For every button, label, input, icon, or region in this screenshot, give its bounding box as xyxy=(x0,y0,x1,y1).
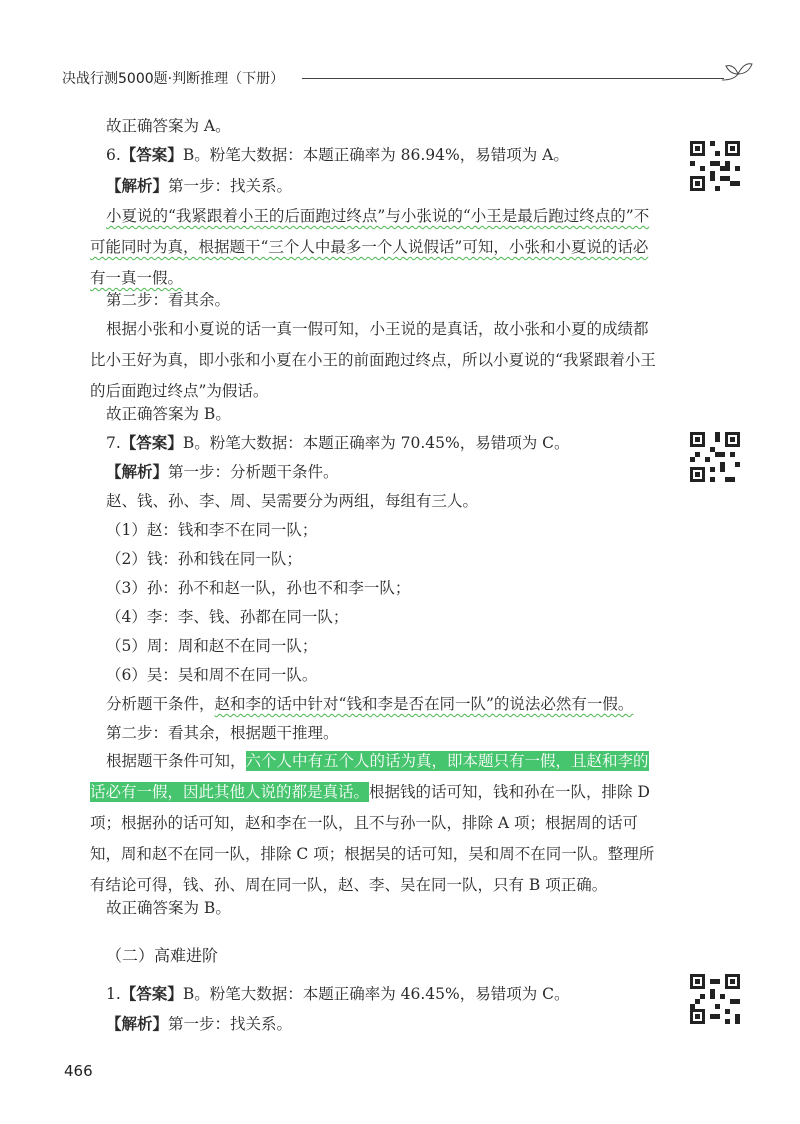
q7-step2: 第二步：看其余，根据题干推理。 xyxy=(106,724,339,742)
q7-analysis-lead: 分析题干条件， xyxy=(106,695,215,713)
qr-code-icon xyxy=(690,432,740,482)
q7-explanation-label: 【解析】 xyxy=(106,462,169,481)
q6-answer-text: B。粉笔大数据：本题正确率为 86.94%，易错项为 A。 xyxy=(182,146,569,164)
q6-step2: 第二步：看其余。 xyxy=(106,291,231,309)
s2-q1-explanation-label: 【解析】 xyxy=(106,1014,169,1033)
section-heading: （二）高难进阶 xyxy=(106,946,219,965)
condition-1: （1）赵：钱和李不在同一队； xyxy=(106,521,318,539)
s2-q1-step1-text: 第一步：找关系。 xyxy=(168,1015,293,1033)
condition-3: （3）孙：孙不和赵一队，孙也不和李一队； xyxy=(106,579,411,597)
q7-intro: 赵、钱、孙、李、周、吴需要分为两组，每组有三人。 xyxy=(106,492,479,510)
q6-answer xyxy=(106,145,569,165)
q7-answer xyxy=(106,433,570,453)
s2-q1-explanation-step1 xyxy=(106,1014,292,1034)
q5-conclusion: 故正确答案为 A。 xyxy=(106,117,231,135)
s2-q1-answer xyxy=(106,984,570,1004)
condition-5: （5）周：周和赵不在同一队； xyxy=(106,637,318,655)
condition-6: （6）吴：吴和周不在同一队。 xyxy=(106,666,318,684)
q7-answer-label: 【答案】 xyxy=(120,433,183,452)
q6-explanation-label: 【解析】 xyxy=(106,176,169,195)
q6-paragraph-1 xyxy=(90,201,663,294)
q7-highlighted-text: 六个人中有五个人的话为真，即本题只有一假，且赵和李的话必有一假，因此其他人说的都是真话。 xyxy=(90,752,649,801)
q7-analysis xyxy=(106,694,633,714)
q6-answer-label: 【答案】 xyxy=(120,145,183,164)
q7-number: 7. xyxy=(106,434,121,452)
q6-number: 6. xyxy=(106,146,121,164)
condition-4: （4）李：李、钱、孙都在同一队； xyxy=(106,608,349,626)
qr-code-icon xyxy=(690,141,740,191)
q7-answer-text: B。粉笔大数据：本题正确率为 70.45%，易错项为 C。 xyxy=(182,434,570,452)
q6-paragraph-1-text: 小夏说的“我紧跟着小王的后面跑过终点”与小张说的“小王是最后跑过终点的”不可能同时为真，根据题干“三个人中最多一个人说假话”可知，小张和小夏说的话必有一真一假。 xyxy=(90,207,650,287)
condition-2: （2）钱：孙和钱在同一队； xyxy=(106,550,302,568)
q7-analysis-underlined: 赵和李的话中针对“钱和李是否在同一队”的说法必然有一假。 xyxy=(214,695,634,713)
q7-reasoning-paragraph xyxy=(90,746,663,901)
q6-paragraph-2: 根据小张和小夏说的话一真一假可知，小王说的是真话，故小张和小夏的成绩都比小王好为真，即小张和小夏在小王的前面跑过终点，所以小夏说的“我紧跟着小王的后面跑过终点”为假话。 xyxy=(90,320,656,400)
s2-q1-answer-text: B。粉笔大数据：本题正确率为 46.45%，易错项为 C。 xyxy=(182,985,570,1003)
q7-step1-text: 第一步：分析题干条件。 xyxy=(168,463,339,481)
q6-conclusion: 故正确答案为 B。 xyxy=(106,405,231,423)
q7-conclusion: 故正确答案为 B。 xyxy=(106,899,231,917)
page-number: 466 xyxy=(64,1062,93,1080)
q7-reasoning-lead: 根据题干条件可知， xyxy=(106,752,246,770)
q7-explanation-step1 xyxy=(106,462,339,482)
qr-code-icon xyxy=(690,974,740,1024)
s2-q1-number: 1. xyxy=(106,985,121,1003)
book-title: 决战行测5000题·判断推理（下册） xyxy=(62,71,285,87)
q6-explanation-step1 xyxy=(106,176,292,196)
q7-reasoning-rest: 根据钱的话可知，钱和孙在一队，排除 D 项；根据孙的话可知，赵和李在一队，且不与孙一队，排除 A 项；根据周的话可知，周和赵不在同一队，排除 C 项；根据吴的话可知，吴和周不在同一队。整理所有结论可得，钱、孙、周在同一队，赵、李、吴在同一队，只有 B 项正确。 xyxy=(90,783,655,894)
s2-q1-answer-label: 【答案】 xyxy=(120,984,183,1003)
q6-step1-text: 第一步：找关系。 xyxy=(168,177,293,195)
